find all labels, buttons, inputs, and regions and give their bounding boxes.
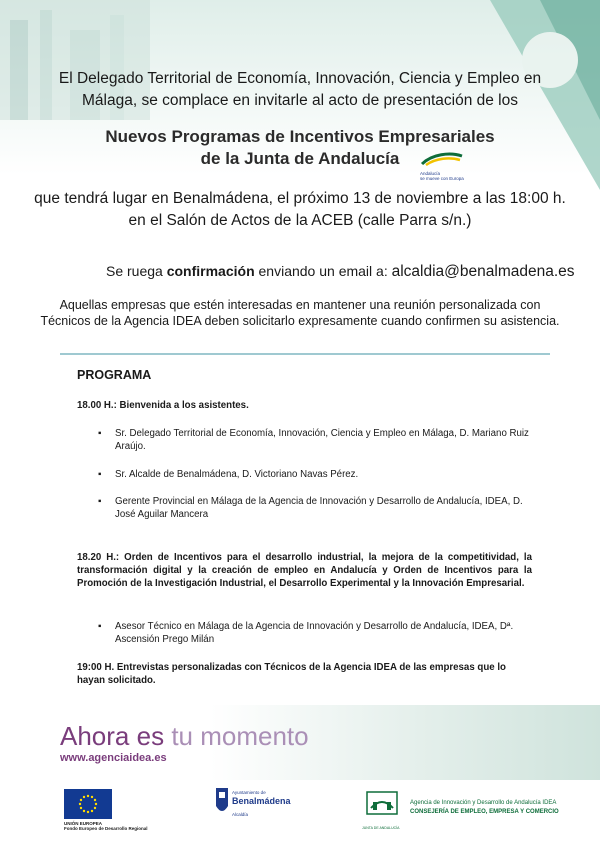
note-line-2: Técnicos de la Agencia IDEA deben solicitarlo expresamente cuando confirmen su asistencia.	[40, 314, 560, 328]
junta-andalucia-logo-icon	[365, 790, 399, 824]
bullet-icon: ▪	[98, 496, 102, 507]
note-line-1: Aquellas empresas que estén interesadas en mantener una reunión personalizada con	[59, 298, 541, 312]
eu-label	[64, 821, 148, 831]
slogan	[60, 721, 309, 752]
rsvp-email-link[interactable]: alcaldia@benalmadena.es	[391, 263, 575, 280]
rsvp-bold: confirmación	[166, 263, 255, 279]
benalmadena-crest-icon	[214, 786, 230, 822]
city-small: Ayuntamiento de	[232, 790, 266, 795]
meeting-note	[0, 297, 600, 329]
list-item-text: Asesor Técnico en Málaga de la Agencia de Innovación y Desarrollo de Andalucía, IDEA, Dª. Ascensión Prego Milán	[115, 621, 514, 645]
eu-label-2: Fondo Europeo de Desarrollo Regional	[64, 826, 148, 831]
slogan-part-b: tu momento	[171, 721, 309, 751]
event-title	[0, 126, 600, 170]
andalucia-tag-2: se mueve con Europa	[420, 176, 464, 181]
city-name: Benalmádena	[232, 796, 291, 806]
title-line-2: de la Junta de Andalucía	[200, 149, 400, 168]
website-link[interactable]: www.agenciaidea.es	[60, 752, 167, 764]
slogan-part-a: Ahora es	[60, 721, 165, 751]
ja-consejeria: CONSEJERÍA DE EMPLEO, EMPRESA Y COMERCIO	[410, 809, 559, 815]
rsvp-line	[106, 263, 575, 281]
programa-section-3: 19:00 H. Entrevistas personalizadas con Técnicos de la Agencia IDEA de las empresas que lo hayan solicitado.	[77, 662, 506, 686]
rsvp-prefix: Se ruega	[106, 263, 163, 279]
eu-label-1: UNIÓN EUROPEA	[64, 821, 103, 826]
programa-section-2: 18.20 H.: Orden de Incentivos para el desarrollo industrial, la mejora de la competitividad, la transformación digital y la creación de empleo en Andalucía y Orden de Incentivos para la Promoción de la Investigación Industrial, el Desarrollo Experimental y la Innovación Empresarial.	[77, 552, 532, 589]
ja-agency: Agencia de Innovación y Desarrollo de Andalucía IDEA	[410, 800, 557, 806]
andalucia-tag-1: Andalucía	[420, 171, 441, 176]
event-details	[0, 188, 600, 232]
list-item-text: Sr. Alcalde de Benalmádena, D. Victoriano Navas Pérez.	[115, 469, 359, 480]
eu-flag-icon	[64, 789, 112, 819]
title-line-1: Nuevos Programas de Incentivos Empresariales	[105, 127, 495, 146]
bullet-icon: ▪	[98, 621, 102, 632]
intro-text	[0, 68, 600, 112]
bullet-icon: ▪	[98, 469, 102, 480]
programa-heading: PROGRAMA	[77, 368, 152, 382]
programa-section-1: 18.00 H.: Bienvenida a los asistentes.	[77, 400, 249, 411]
intro-line-2: Málaga, se complace en invitarle al acto de presentación de los	[82, 92, 518, 109]
intro-line-1: El Delegado Territorial de Economía, Innovación, Ciencia y Empleo en	[58, 70, 542, 87]
list-item-text: Gerente Provincial en Málaga de la Agencia de Innovación y Desarrollo de Andalucía, IDEA, D. José Aguilar Mancera	[115, 496, 523, 520]
rsvp-mid: enviando un email a:	[258, 263, 388, 279]
andalucia-swoosh-icon	[420, 152, 464, 166]
city-sub: Alcaldía	[232, 812, 249, 817]
andalucia-europa-logo	[420, 152, 480, 180]
list-item-text: Sr. Delegado Territorial de Economía, Innovación, Ciencia y Empleo en Málaga, D. Mariano Ruiz Araújo.	[115, 428, 529, 452]
details-line-1: que tendrá lugar en Benalmádena, el próximo 13 de noviembre a las 18:00 h.	[34, 190, 566, 207]
bullet-icon: ▪	[98, 428, 102, 439]
details-line-2: en el Salón de Actos de la ACEB (calle Parra s/n.)	[128, 212, 472, 229]
ja-caption: JUNTA DE ANDALUCÍA	[362, 826, 400, 830]
section-divider	[60, 353, 550, 355]
